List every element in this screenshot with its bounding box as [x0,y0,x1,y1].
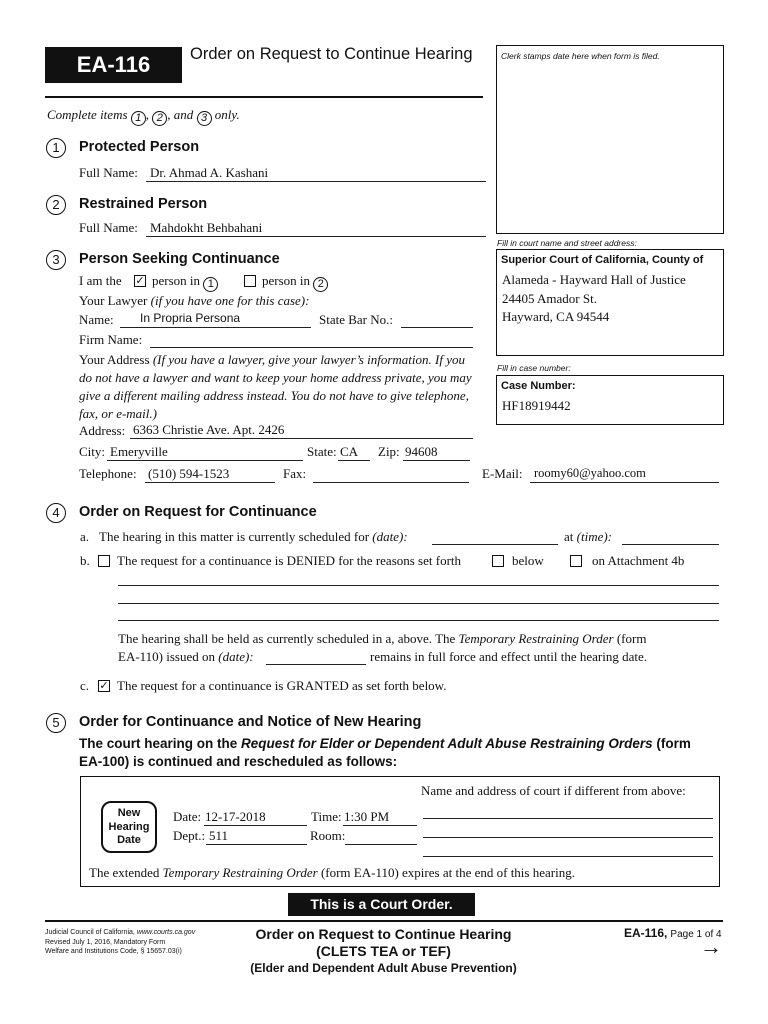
tro-issued-date-field[interactable] [266,648,366,665]
new-room-field[interactable] [345,827,417,845]
new-time-field[interactable] [343,808,417,826]
fax-field[interactable] [313,465,469,483]
footer-title: Order on Request to Continue Hearing (CLETS TEA or TEF) (Elder and Dependent Adult Abuse Prevention) [250,926,517,975]
item-3-heading: Person Seeking Continuance [79,251,280,267]
new-dept-field[interactable] [206,827,307,845]
clerk-stamp-box [496,45,724,234]
protected-full-name-label: Full Name: [79,165,138,180]
denied-text: The request for a continuance is DENIED for the reasons set forth [117,553,462,568]
new-dept-value: 511 [209,828,229,843]
denied-below-label: below [512,553,544,568]
city-value: Emeryville [110,444,168,459]
header-rule [45,96,483,98]
person-in-1-label: person in 1 [152,273,218,292]
person-in-2-checkbox[interactable] [244,275,256,287]
state-bar-label: State Bar No.: [319,312,394,327]
firm-name-field[interactable] [150,330,473,348]
item-5-heading: Order for Continuance and Notice of New Hearing [79,714,422,730]
case-number-value: HF18919442 [502,398,571,413]
current-hearing-date-field[interactable] [432,527,558,545]
item-1-number: 1 [46,138,66,158]
other-court-line-1[interactable] [423,818,713,819]
person-in-1-checkbox[interactable]: ✓ [135,275,145,287]
city-field[interactable] [107,443,303,461]
case-box-label: Fill in case number: [497,363,571,373]
new-date-label: Date: [173,809,202,824]
denied-reason-line-2[interactable] [118,603,719,604]
denied-reason-line-1[interactable] [118,585,719,586]
court-address-line1: Alameda - Hayward Hall of Justice [502,272,686,287]
item-5-intro: The court hearing on the Request for Elder or Dependent Adult Abuse Restraining Orders (form EA-100) is continued and rescheduled as follows: [79,736,691,769]
granted-text: The request for a continuance is GRANTED as set forth below. [117,678,447,693]
new-time-label: Time: [311,809,342,824]
court-box-heading: Superior Court of California, County of [501,254,704,266]
item-4-number: 4 [46,503,66,523]
zip-value: 94608 [405,444,438,459]
city-label: City: [79,444,106,459]
item-4c-letter: c. [80,678,90,693]
item-4a-letter: a. [80,529,90,544]
current-hearing-time-label: at (time): [564,529,613,544]
zip-field[interactable] [403,443,470,461]
new-dept-label: Dept.: [173,828,206,843]
telephone-field[interactable] [145,465,275,483]
footer-rule [45,920,723,922]
state-value: CA [340,444,359,459]
person-in-1-ref: 1 [203,277,218,292]
new-date-field[interactable] [204,808,307,826]
state-field[interactable] [338,443,370,461]
form-id-badge: EA-116 [45,47,182,83]
court-name-box [496,249,724,356]
held-as-scheduled-text: The hearing shall be held as currently scheduled in a, above. The Temporary Restraining Order (form [118,631,647,646]
item-2-heading: Restrained Person [79,196,208,212]
denied-attachment-checkbox[interactable] [570,555,582,567]
state-label: State: [307,444,337,459]
state-bar-field[interactable] [401,310,473,328]
item-4b-letter: b. [80,553,90,568]
granted-checkbox[interactable]: ✓ [99,680,109,692]
email-value: roomy60@yahoo.com [534,466,646,480]
firm-name-label: Firm Name: [79,332,143,347]
restrained-full-name-value: Mahdokht Behbahani [150,220,263,235]
zip-label: Zip: [378,444,400,459]
tro-issued-label: EA-110) issued on (date): [118,649,254,664]
case-number-box [496,375,724,425]
item-4a-text: The hearing in this matter is currently scheduled for (date): [99,529,408,544]
your-lawyer-label: Your Lawyer (if you have one for this case): [79,293,310,308]
restrained-full-name-label: Full Name: [79,220,138,235]
item-1-heading: Protected Person [79,139,200,155]
court-address-line3: Hayward, CA 94544 [502,309,610,324]
lawyer-name-field[interactable] [120,310,311,328]
lawyer-name-value: In Propria Persona [140,311,241,325]
court-order-banner: This is a Court Order. [288,893,475,916]
telephone-label: Telephone: [79,466,137,481]
court-address-line2: 24405 Amador St. [502,291,597,306]
next-page-arrow-icon: → [700,934,722,959]
item-4-heading: Order on Request for Continuance [79,504,317,520]
footer-legal-info: Judicial Council of California, www.courts.ca.gov Revised July 1, 2016, Mandatory Form Welfare and Institutions Code, § 15657.03(i) [45,929,196,955]
other-court-line-2[interactable] [423,837,713,838]
denied-attachment-label: on Attachment 4b [592,553,685,568]
other-court-label: Name and address of court if different from above: [421,783,686,798]
court-box-label: Fill in court name and street address: [497,238,637,248]
protected-full-name-field[interactable] [146,163,486,182]
item-5-number: 5 [46,713,66,733]
tro-remains-text: remains in full force and effect until the hearing date. [370,649,647,664]
address-field[interactable] [130,421,473,439]
person-in-2-ref: 2 [313,277,328,292]
denied-below-checkbox[interactable] [492,555,504,567]
lawyer-name-label: Name: [79,312,114,327]
tro-expires-text: The extended Temporary Restraining Order (form EA-110) expires at the end of this hearing. [89,865,575,880]
new-hearing-box [80,776,720,887]
denied-checkbox[interactable] [98,555,110,567]
clerk-stamp-label: Clerk stamps date here when form is filed. [501,51,660,61]
your-address-note: Your Address (If you have a lawyer, give your lawyer’s information. If you do not have a lawyer and want to keep your home address private, you may give a different mailing address instead. You do not have to give telephone, fax, or e-mail.) [79,352,472,421]
new-room-label: Room: [310,828,346,843]
address-label: Address: [79,423,126,438]
instructions: Complete items 1 , 2 , and 3 only. [47,107,240,124]
item-2-number: 2 [46,195,66,215]
form-title: Order on Request to Continue Hearing [190,45,473,63]
email-field[interactable] [530,465,719,483]
item-3-number: 3 [46,250,66,270]
case-number-heading: Case Number: [501,380,576,392]
protected-full-name-value: Dr. Ahmad A. Kashani [150,165,269,180]
current-hearing-time-field[interactable] [622,527,719,545]
i-am-the-label: I am the [79,273,122,288]
address-value: 6363 Christie Ave. Apt. 2426 [133,422,285,437]
telephone-value: (510) 594-1523 [148,466,230,481]
footer-page-info: EA-116, Page 1 of 4 [624,926,722,940]
other-court-line-3[interactable] [423,856,713,857]
new-time-value: 1:30 PM [344,809,390,824]
restrained-full-name-field[interactable] [146,218,486,237]
email-label: E-Mail: [482,466,523,481]
new-hearing-date-badge: New Hearing Date [101,801,157,853]
person-in-2-label: person in 2 [262,273,328,292]
fax-label: Fax: [283,466,307,481]
denied-reason-line-3[interactable] [118,620,719,621]
new-date-value: 12-17-2018 [205,809,266,824]
